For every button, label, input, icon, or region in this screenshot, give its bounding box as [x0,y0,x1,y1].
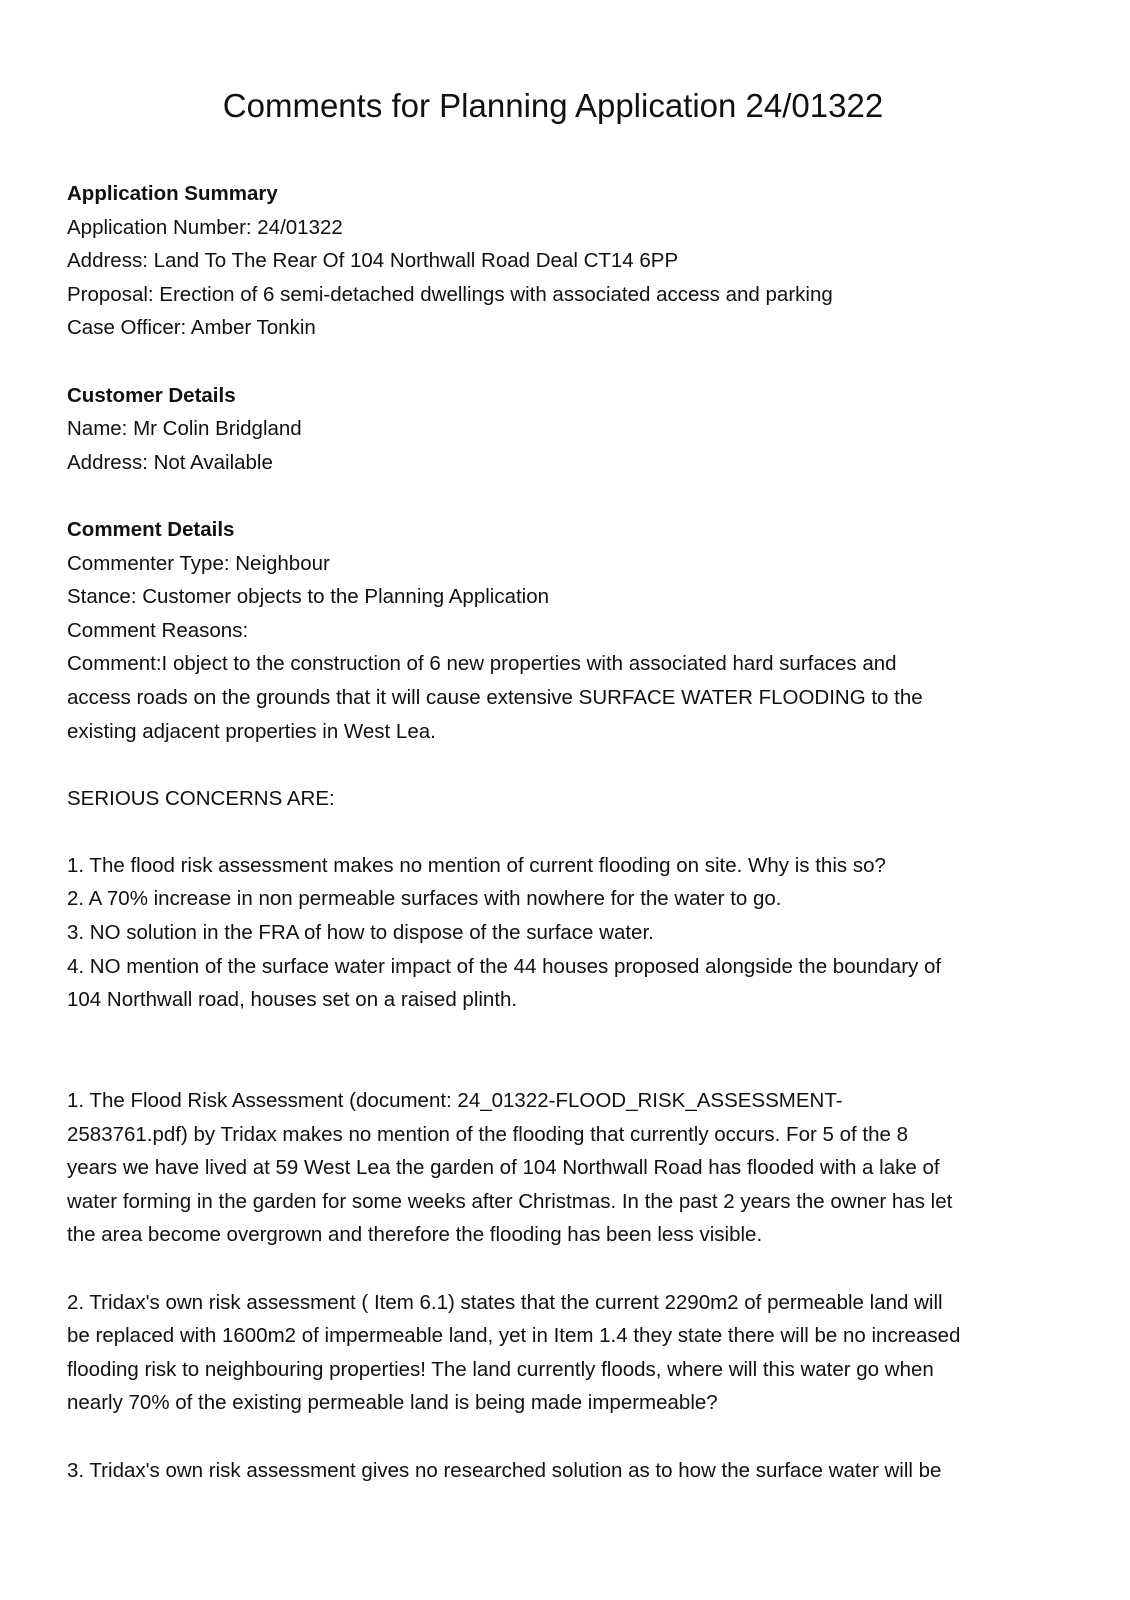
application-proposal: Proposal: Erection of 6 semi-detached dwellings with associated access and parking [67,282,833,306]
application-number: Application Number: 24/01322 [67,215,343,239]
paragraph-line: 3. Tridax's own risk assessment gives no researched solution as to how the surface water will be [67,1458,942,1482]
commenter-type: Commenter Type: Neighbour [67,551,330,575]
point-2-paragraph [67,1286,1057,1420]
comment-line: access roads on the grounds that it will cause extensive SURFACE WATER FLOODING to the [67,685,923,709]
spacer [67,815,1057,849]
customer-details-heading: Customer Details [67,383,236,407]
concern-item: 4. NO mention of the surface water impact of the 44 houses proposed alongside the boundary of [67,954,942,978]
point-3-paragraph [67,1454,1057,1488]
paragraph-line: 2583761.pdf) by Tridax makes no mention of the flooding that currently occurs. For 5 of the 8 [67,1122,908,1146]
customer-address: Address: Not Available [67,450,273,474]
paragraph-line: years we have lived at 59 West Lea the garden of 104 Northwall Road has flooded with a lake of [67,1156,940,1180]
comment-reasons: Comment Reasons: [67,618,249,642]
comment-details-section [67,513,1057,1487]
paragraph-line: 1. The Flood Risk Assessment (document: 24_01322-FLOOD_RISK_ASSESSMENT- [67,1089,843,1113]
concerns-heading: SERIOUS CONCERNS ARE: [67,786,335,810]
stance: Stance: Customer objects to the Planning Application [67,585,550,609]
customer-name: Name: Mr Colin Bridgland [67,417,302,441]
comment-text [67,647,1057,748]
concern-item: 2. A 70% increase in non permeable surfaces with nowhere for the water to go. [67,887,782,911]
application-address: Address: Land To The Rear Of 104 Northwall Road Deal CT14 6PP [67,249,679,273]
concern-item: 104 Northwall road, houses set on a raised plinth. [67,988,518,1012]
paragraph-line: 2. Tridax's own risk assessment ( Item 6.1) states that the current 2290m2 of permeable land will [67,1290,943,1314]
spacer [67,1420,1057,1454]
paragraph-line: the area become overgrown and therefore the flooding has been less visible. [67,1223,763,1247]
concerns-list [67,849,1057,1017]
concern-item: 3. NO solution in the FRA of how to dispose of the surface water. [67,921,654,945]
comment-line: Comment:I object to the construction of 6 new properties with associated hard surfaces and [67,652,897,676]
paragraph-line: nearly 70% of the existing permeable land is being made impermeable? [67,1391,718,1415]
spacer [67,1017,1057,1084]
concern-item: 1. The flood risk assessment makes no mention of current flooding on site. Why is this so? [67,853,886,877]
customer-details-section [67,379,1057,480]
spacer [67,479,1057,513]
spacer [67,748,1057,782]
application-summary-heading: Application Summary [67,182,278,205]
comment-details-heading: Comment Details [67,517,235,541]
spacer [67,345,1057,379]
paragraph-line: flooding risk to neighbouring properties! The land currently floods, where will this water go when [67,1357,934,1381]
case-officer: Case Officer: Amber Tonkin [67,316,316,340]
comment-line: existing adjacent properties in West Lea. [67,719,436,743]
document-body [67,177,1057,1487]
paragraph-line: be replaced with 1600m2 of impermeable land, yet in Item 1.4 they state there will be no increased [67,1324,961,1348]
page-title: Comments for Planning Application 24/01322 [222,87,884,124]
spacer [67,1252,1057,1286]
application-summary-section [67,177,1057,345]
paragraph-line: water forming in the garden for some weeks after Christmas. In the past 2 years the owner has let [67,1189,953,1213]
point-1-paragraph [67,1084,1057,1252]
